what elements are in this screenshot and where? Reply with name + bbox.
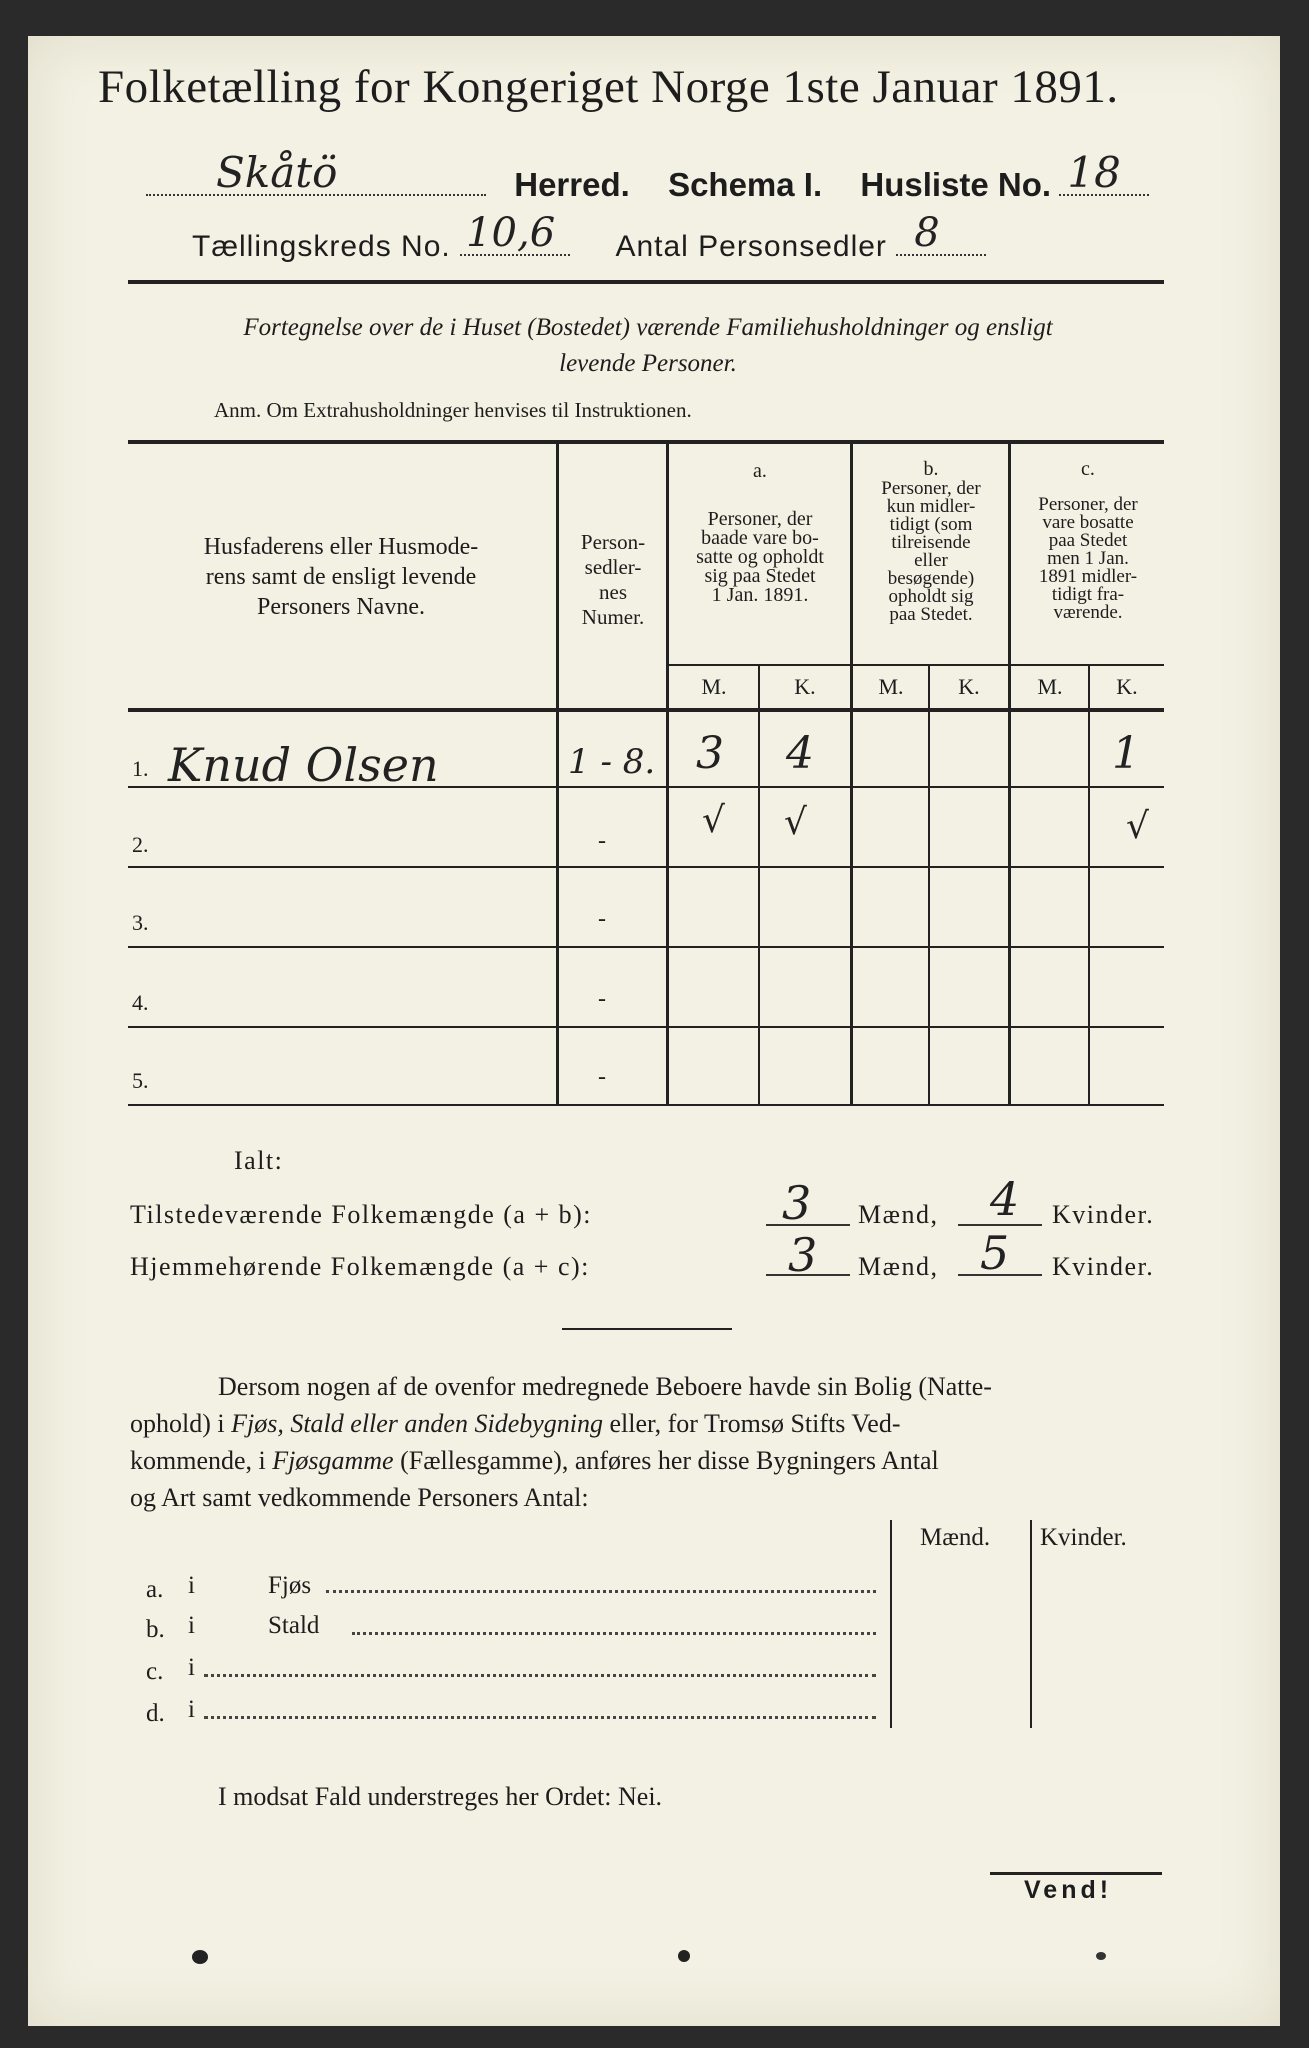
header-a-line-3: satte og opholdt <box>696 546 824 568</box>
tilstede-m-value: 3 <box>782 1176 812 1230</box>
header-c-line-6: tidigt fra- <box>1051 584 1125 605</box>
header-sedler-line-3: nes <box>599 580 627 604</box>
header-names <box>136 532 546 622</box>
vend-label: Vend! <box>1024 1876 1113 1904</box>
header-b-line-2: kun midler- <box>886 496 976 517</box>
building-maend-header: Mænd. <box>920 1524 991 1551</box>
vend-rule <box>990 1872 1162 1875</box>
building-dots <box>204 1716 876 1719</box>
tilstede-k-value: 4 <box>990 1172 1020 1226</box>
a-k-label: K. <box>794 674 816 699</box>
hjemme-kvinder: Kvinder. <box>1052 1252 1155 1281</box>
building-letter: a. <box>146 1576 164 1603</box>
header-b-line-5: eller <box>914 550 948 571</box>
building-label: Fjøs <box>268 1572 312 1599</box>
husliste-label: Husliste No. <box>860 166 1052 203</box>
modsat-note: I modsat Fald understreges her Ordet: Nei. <box>218 1782 663 1811</box>
section-divider <box>562 1328 732 1330</box>
building-letter: d. <box>146 1700 165 1727</box>
header-a-line-4: sig paa Stedet <box>704 565 816 587</box>
building-kvinder-header: Kvinder. <box>1040 1524 1127 1551</box>
header-b <box>854 480 1008 624</box>
vline-a <box>850 444 853 1106</box>
hjemme-m-value: 3 <box>788 1228 818 1282</box>
row-sedler: 1 - 8. <box>568 742 656 782</box>
header-names-line-2: rens samt de ensligt levende <box>205 564 477 590</box>
row-number: 5. <box>132 1068 149 1093</box>
punch-mark-right <box>1096 1952 1106 1960</box>
building-label: Stald <box>268 1612 320 1639</box>
header-c-line-3: paa Stedet <box>1048 530 1128 551</box>
tilstede-label: Tilstedeværende Folkemængde (a + b): <box>130 1200 592 1229</box>
row-a-k: 4 <box>786 728 814 779</box>
row-line-3 <box>128 946 1164 948</box>
building-dots <box>204 1674 876 1677</box>
header-b-line-8: paa Stedet. <box>889 604 973 625</box>
herred-label: Herred. <box>514 166 630 203</box>
row-c-k: √ <box>1126 806 1149 847</box>
row-number: 4. <box>132 990 149 1015</box>
tilstede-maend: Mænd, <box>858 1200 939 1229</box>
header-names-line-1: Husfaderens eller Husmode- <box>203 534 479 560</box>
paragraph-line-1: Dersom nogen af de ovenfor medregnede Beboere havde sin Bolig (Natte- <box>218 1372 992 1401</box>
building-i: i <box>188 1572 195 1599</box>
kreds-value: 10,6 <box>466 210 556 256</box>
description-line-2: levende Personer. <box>559 350 737 377</box>
paragraph-line-3-a: kommende, i <box>130 1446 273 1475</box>
header-a-line-5: 1 Jan. 1891. <box>711 584 809 606</box>
paragraph-line-4: og Art samt vedkommende Personers Antal: <box>130 1483 589 1512</box>
husliste-field <box>1059 148 1149 197</box>
header-b-letter: b. <box>923 458 939 480</box>
hjemme-row <box>130 1252 590 1282</box>
paragraph-line-2-a: ophold) i <box>130 1409 232 1438</box>
row-sedler: - <box>598 828 606 854</box>
row-number: 2. <box>132 832 149 857</box>
paragraph-line-3 <box>130 1442 1166 1479</box>
header-b-line-1: Personer, der <box>881 478 981 499</box>
instruction-paragraph <box>130 1368 1166 1516</box>
building-dots <box>326 1590 876 1593</box>
hjemme-label: Hjemmehørende Folkemængde (a + c): <box>130 1252 590 1281</box>
b-m-label: M. <box>878 674 904 699</box>
herred-field <box>146 148 486 197</box>
building-i: i <box>188 1654 195 1681</box>
paragraph-line-3-b: Fjøsgamme <box>272 1446 394 1475</box>
herred-value: Skåtö <box>216 148 338 197</box>
header-b-line-3: tidigt (som <box>889 514 973 535</box>
building-i: i <box>188 1696 195 1723</box>
header-a-line-2: baade vare bo- <box>701 527 819 549</box>
header-c-line-2: vare bosatte <box>1042 512 1134 533</box>
row-sedler: - <box>598 1064 606 1090</box>
building-vline-1 <box>890 1520 892 1728</box>
row-sedler: - <box>598 986 606 1012</box>
header-sedler <box>560 530 666 630</box>
header-c-line-1: Personer, der <box>1038 494 1138 515</box>
row-a-m: 3 <box>696 728 724 779</box>
paragraph-line-2-c: eller, for Tromsø Stifts Ved- <box>603 1409 901 1438</box>
antal-label: Antal Personsedler <box>615 230 887 263</box>
antal-field <box>896 210 986 256</box>
building-vline-2 <box>1030 1520 1032 1728</box>
row-number: 1. <box>132 756 149 781</box>
tilstede-kvinder: Kvinder. <box>1052 1200 1155 1229</box>
row-sedler: - <box>598 906 606 932</box>
vline-c-mk <box>1088 664 1090 1106</box>
row-a-k: √ <box>784 802 807 843</box>
vline-num <box>666 444 669 1106</box>
header-b-line-7: opholdt sig <box>888 586 974 607</box>
kreds-label: Tællingskreds No. <box>192 230 451 263</box>
header-sedler-line-4: Numer. <box>581 605 645 629</box>
c-m-label: M. <box>1037 674 1063 699</box>
antal-value: 8 <box>914 210 941 256</box>
header-c-line-7: værende. <box>1053 602 1123 623</box>
header-b-line-6: besøgende) <box>887 568 975 589</box>
paragraph-line-2 <box>130 1405 1166 1442</box>
vline-a-mk <box>758 664 760 1106</box>
b-k-label: K. <box>958 674 980 699</box>
header-b-line-4: tilreisende <box>891 532 971 553</box>
schema-label: Schema I. <box>668 166 823 203</box>
hjemme-k-value: 5 <box>980 1226 1010 1280</box>
punch-mark-center <box>678 1950 690 1962</box>
header-sedler-line-1: Person- <box>580 530 646 554</box>
header-a <box>670 510 850 605</box>
row-number: 3. <box>132 910 149 935</box>
kreds-field <box>460 210 570 256</box>
description <box>128 310 1168 382</box>
row-a-m: √ <box>702 800 725 841</box>
vline-b <box>1008 444 1011 1106</box>
building-letter: c. <box>146 1658 164 1685</box>
header-a-letter: a. <box>753 460 767 482</box>
row-name: Knud Olsen <box>168 738 439 792</box>
header-c-line-4: men 1 Jan. <box>1047 548 1129 569</box>
ialt-label: Ialt: <box>234 1146 284 1175</box>
row-line-2 <box>128 866 1164 868</box>
vline-b-mk <box>928 664 930 1106</box>
header-names-line-3: Personers Navne. <box>257 594 425 620</box>
building-dots <box>352 1632 876 1635</box>
description-line-1: Fortegnelse over de i Huset (Bostedet) værende Familiehusholdninger og ensligt <box>243 314 1053 341</box>
mk-rule <box>668 664 1164 666</box>
paragraph-line-3-c: (Fællesgamme), anføres her disse Bygningers Antal <box>393 1446 939 1475</box>
c-k-label: K. <box>1116 674 1138 699</box>
anm-note: Anm. Om Extrahusholdninger henvises til Instruktionen. <box>214 398 692 422</box>
herred-line <box>146 148 1166 205</box>
hjemme-maend: Mænd, <box>858 1252 939 1281</box>
building-i: i <box>188 1612 195 1639</box>
header-rule <box>128 280 1164 284</box>
row-c-k: 1 <box>1112 728 1140 779</box>
building-letter: b. <box>146 1616 165 1643</box>
header-sedler-line-2: sedler- <box>584 555 642 579</box>
header-c <box>1012 496 1164 622</box>
row-line-4 <box>128 1026 1164 1028</box>
header-a-line-1: Personer, der <box>707 508 813 530</box>
form-title: Folketælling for Kongeriget Norge 1ste Januar 1891. <box>98 61 1119 113</box>
kreds-line <box>192 210 986 264</box>
paragraph-line-2-b: Fjøs, Stald eller anden Sidebygning <box>231 1409 603 1438</box>
husliste-value: 18 <box>1067 148 1121 197</box>
vline-name <box>556 444 559 1106</box>
tilstede-row <box>130 1200 592 1230</box>
header-c-line-5: 1891 midler- <box>1038 566 1138 587</box>
a-m-label: M. <box>701 674 727 699</box>
punch-mark-left <box>192 1950 208 1964</box>
header-c-letter: c. <box>1081 458 1095 480</box>
